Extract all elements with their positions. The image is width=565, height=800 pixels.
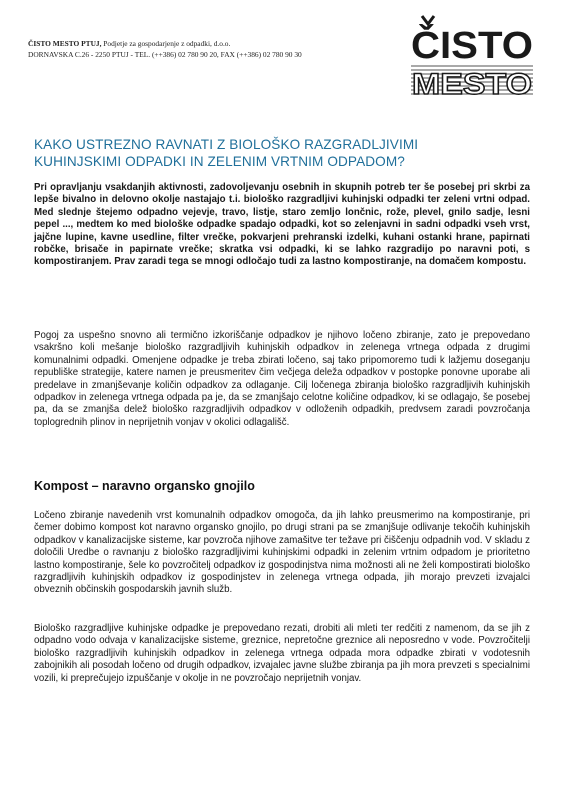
company-line (28, 38, 408, 49)
company-description: Podjetje za gospodarjenje z odpadki, d.o.o. (101, 39, 231, 48)
company-name: ČISTO MESTO PTUJ, (28, 39, 102, 48)
cisto-mesto-logo (408, 14, 536, 100)
body-paragraph-prohibition: Biološko razgradljive kuhinjske odpadke je prepovedano rezati, drobiti ali mleti ter redčiti z namenom, da se jih z odpadno vodo odvaja v kanalizacijske sisteme, greznice, nepretočne greznice ali neposredno v vode. Povzročitelji biološko razgradljivih kuhinjskih odpadkov in zelenega vrtnega odpada mora odpadke zbirati v vodotesnih zabojnikih ali posodah ločeno od drugih odpadkov, izvajalec javne službe zbiranja pa jih mora prevzeti s specialnimi vozili, ki preprečujejo izpuščanje v okolje in ne povzročajo neprijetnih vonjav. (34, 623, 530, 684)
page-title (34, 136, 534, 170)
body-paragraph-composting: Ločeno zbiranje navedenih vrst komunalnih odpadkov omogoča, da jih lahko preusmerimo na kompostiranje, pri čemer dobimo kompost kot naravno organsko gnojilo, po drugi strani pa se zmanjšuje odlivanje tekočih kuhinjskih odpadkov v kanalizacijske sisteme, kar povzroča njihove zamašitve ter težave pri čiščenju odpadnih vod. V skladu z določili Uredbe o ravnanju z biološko razgradljivimi kuhinjskimi odpadki in zelenim vrtnim odpadom je prioritetno lastno kompostiranje, šele ko povzročitelj odpadkov iz gospodinjstva nima možnosti ali ne želi kompostirati biološko razgradljivih kuhinjskih odpadkov iz gospodinjstev in zelenega vrtnega odpada, jih morajo prevzeti izvajalci obveznih občinskih gospodarskih javnih služb. (34, 510, 530, 596)
company-address: DORNAVSKA C.26 - 2250 PTUJ - TEL. (++386) 02 780 90 20, FAX (++386) 02 780 90 30 (28, 50, 302, 59)
page-title-line-1: KAKO USTREZNO RAVNATI Z BIOLOŠKO RAZGRADLJIVIMI (34, 137, 419, 152)
intro-paragraph: Pri opravljanju vsakdanjih aktivnosti, zadovoljevanju osebnih in skupnih potreb ter še posebej pri skrbi za lepše bivalno in delovno okolje nastajajo t.i. biološko razgradljivi kuhinjski odpadki ter zeleni vrtni odpad. Med slednje štejemo odpadno vejevje, travo, listje, staro zemljo lončnic, rože, plevel, gnilo sadje, lesni pepel ..., medtem ko med biološke odpadke spadajo odpadki, kot so zelenjavni in sadni odpadki vseh vrst, jajčne lupine, kavne usedline, filter vrečke, pokvarjeni prehranski izdelki, kuhani ostanki hrane, papirnati robčke, brisače in papirnate vrečke; skratka vsi odpadki, ki se lahko razgradijo po naravni poti, s kompostiranjem. Prav zaradi tega se mnogi odločajo tudi za lastno kompostiranje, na domačem kompostu. (34, 182, 530, 268)
logo-caron-mark (422, 16, 434, 24)
logo-word-mesto: MESTO (412, 68, 532, 100)
company-header (28, 38, 408, 60)
logo-word-cisto: ČISTO (411, 25, 527, 67)
page-title-line-2: KUHINJSKIMI ODPADKI IN ZELENIM VRTNIM ODPADOM? (34, 154, 405, 169)
body-paragraph-separate-collection: Pogoj za uspešno snovno ali termično izkoriščanje odpadkov je njihovo ločeno zbiranje, zato je prepovedano vsakršno koli mešanje biološko razgradljivih kuhinjskih odpadkov in zelenega vrtnega odpada z drugimi komunalnimi odpadki. Omenjene odpadke je treba zbirati ločeno, saj tako pripomoremo tudi k lažjemu doseganju republiške strategije, katere namen je preusmeritev čim večjega deleža odpadkov v postopke ponovne uporabe ali predelave in zmanjševanje količin odpadkov za odlaganje. Cilj ločenega zbiranja biološko razgradljivih kuhinjskih odpadkov in zelenega vrtnega odpada pa je, da se zmanjšajo celotne količine odpadkov, ki se odlagajo, še posebej pa, da se zmanjša delež biološko razgradljivih odpadkov v odloženih odpadkih, predvsem zaradi povzročanja toplogrednih plinov in neprijetnih vonjav v okolici odlagališč. (34, 330, 530, 428)
section-heading-compost: Kompost – naravno organsko gnojilo (34, 479, 255, 493)
